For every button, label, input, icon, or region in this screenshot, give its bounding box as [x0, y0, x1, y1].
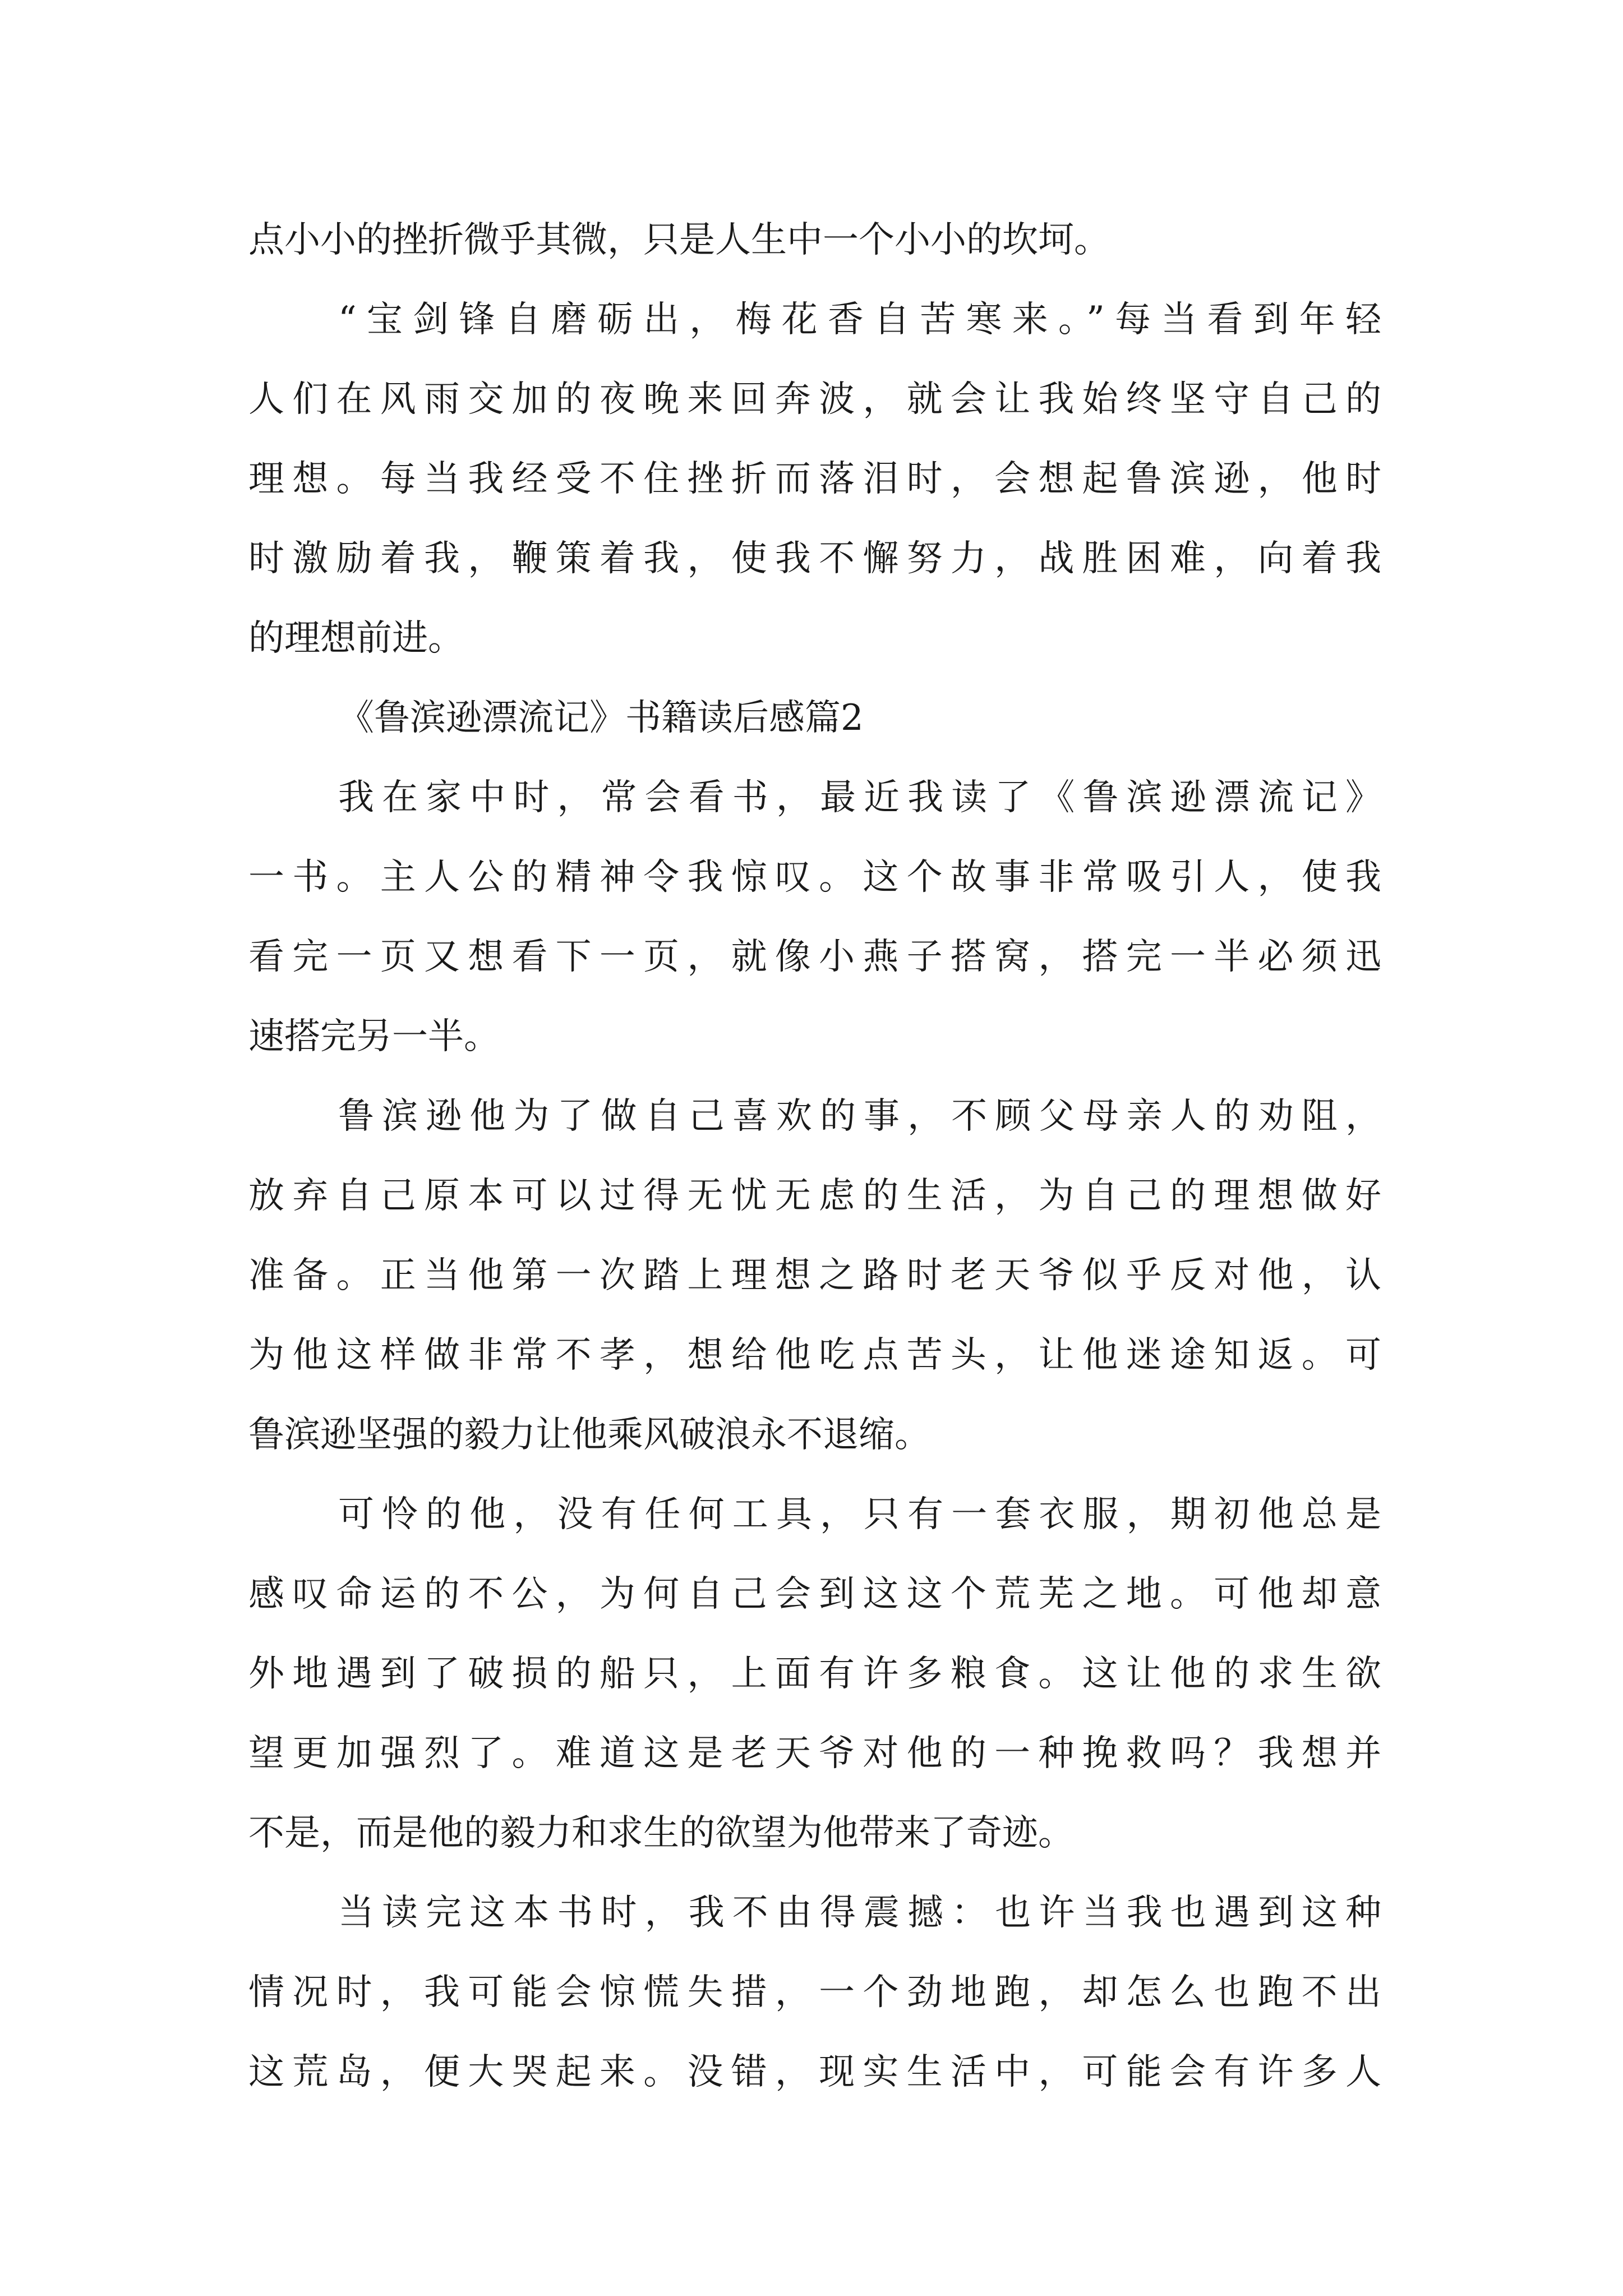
text-line: 速搭完另一半。 [248, 1016, 500, 1057]
text-line: 鲁滨逊坚强的毅力让他乘风破浪永不退缩。 [248, 1414, 930, 1456]
text-line: “宝剑锋自磨砺出，梅花香自苦寒来。”每当看到年轻 [338, 299, 1381, 341]
text-line: 这荒岛，便大哭起来。没错，现实生活中，可能会有许多人 [248, 2051, 1381, 2093]
text-line: 点小小的挫折微乎其微，只是人生中一个小小的坎坷。 [248, 219, 1110, 261]
text-line: 情况时，我可能会惊慌失措，一个劲地跑，却怎么也跑不出 [248, 1972, 1381, 2013]
text-line: 为他这样做非常不孝，想给他吃点苦头，让他迷途知返。可 [248, 1335, 1381, 1376]
text-line: 时激励着我，鞭策着我，使我不懈努力，战胜困难，向着我 [248, 538, 1381, 579]
text-line: 鲁滨逊他为了做自己喜欢的事，不顾父母亲人的劝阻， [338, 1096, 1381, 1137]
text-line: 不是，而是他的毅力和求生的欲望为他带来了奇迹。 [248, 1812, 1074, 1854]
text-line: 一书。主人公的精神令我惊叹。这个故事非常吸引人，使我 [248, 857, 1381, 898]
text-line: 的理想前进。 [248, 618, 464, 659]
text-line: 当读完这本书时，我不由得震撼：也许当我也遇到这种 [338, 1892, 1381, 1934]
text-line: 理想。每当我经受不住挫折而落泪时，会想起鲁滨逊，他时 [248, 458, 1381, 500]
section-heading: 《鲁滨逊漂流记》书籍读后感篇2 [338, 697, 864, 739]
text-line: 可怜的他，没有任何工具，只有一套衣服，期初他总是 [338, 1494, 1381, 1535]
text-line: 放弃自己原本可以过得无忧无虑的生活，为自己的理想做好 [248, 1175, 1381, 1217]
text-line: 望更加强烈了。难道这是老天爷对他的一种挽救吗？我想并 [248, 1733, 1381, 1774]
text-line: 准备。正当他第一次踏上理想之路时老天爷似乎反对他，认 [248, 1255, 1381, 1296]
text-line: 我在家中时，常会看书，最近我读了《鲁滨逊漂流记》 [338, 777, 1381, 818]
text-line: 外地遇到了破损的船只，上面有许多粮食。这让他的求生欲 [248, 1653, 1381, 1695]
text-line: 人们在风雨交加的夜晚来回奔波，就会让我始终坚守自己的 [248, 379, 1381, 420]
text-line: 看完一页又想看下一页，就像小燕子搭窝，搭完一半必须迅 [248, 936, 1381, 978]
text-line: 感叹命运的不公，为何自己会到这这个荒芜之地。可他却意 [248, 1573, 1381, 1615]
